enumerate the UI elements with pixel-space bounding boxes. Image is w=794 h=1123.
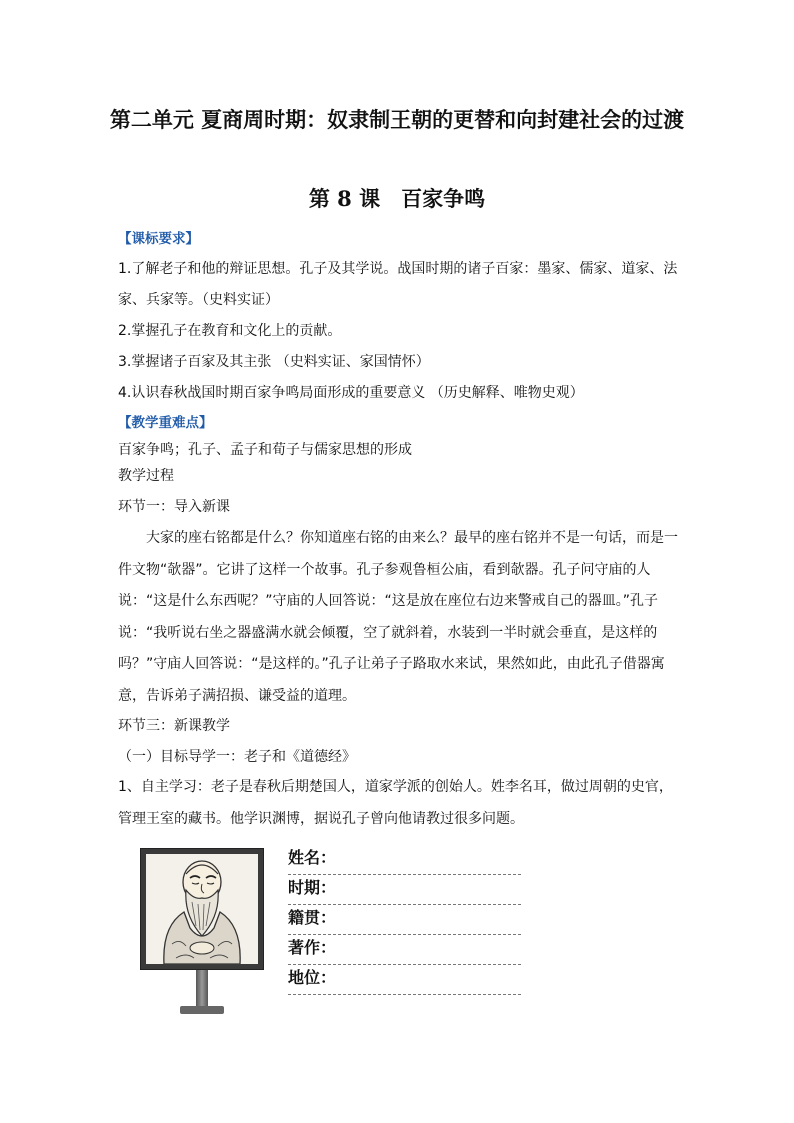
standard-item-1-line1: 1.了解老子和他的辩证思想。孔子及其学说。战国时期的诸子百家：墨家、儒家、道家、法 [118, 261, 678, 277]
portrait-frame [140, 848, 264, 970]
intro-paragraph: 大家的座右铭都是什么？你知道座右铭的由来么？最早的座右铭并不是一句话，而是一件文物“欹器”。它讲了这样一个故事。孔子参观鲁桓公庙，看到欹器。孔子问守庙的人说：“这是什么东西呢？”守庙的人回答说：“这是放在座位右边来警戒自己的器皿。”孔子说：“我听说右坐之器盛满水就会倾覆，空了就斜着，水装到一半时就会垂直，是这样的吗？”守庙人回答说：“是这样的。”孔子让弟子子路取水来试，果然如此，由此孔子借器寓意，告诉弟子满招损、谦受益的道理。 [118, 530, 678, 704]
unit-title: 第二单元 夏商周时期：奴隶制王朝的更替和向封建社会的过渡 [109, 107, 685, 132]
goal1-heading: （一）目标导学一：老子和《道德经》 [118, 749, 356, 765]
lesson-title: 第 8 课 百家争鸣 [308, 186, 486, 211]
standard-item-4: 4.认识春秋战国时期百家争鸣局面形成的重要意义 （历史解释、唯物史观） [118, 385, 584, 401]
standard-item-1-line2: 家、兵家等。（史料实证） [118, 292, 279, 308]
field-period: 时期： [288, 875, 521, 905]
field-name: 姓名： [288, 845, 521, 875]
standards-heading: 【课标要求】 [118, 231, 199, 247]
standard-item-3: 3.掌握诸子百家及其主张 （史料实证、家国情怀） [118, 354, 430, 370]
field-status: 地位： [288, 965, 521, 995]
field-birthplace: 籍贯： [288, 905, 521, 935]
step3-heading: 环节三：新课教学 [118, 718, 230, 734]
step1-heading: 环节一：导入新课 [118, 499, 230, 515]
frame-stand-base [180, 1006, 224, 1014]
frame-stand-post [196, 970, 208, 1010]
keypoints-heading: 【教学重难点】 [118, 415, 213, 431]
field-works: 著作： [288, 935, 521, 965]
keypoints-text: 百家争鸣；孔子、孟子和荀子与儒家思想的形成 [118, 442, 412, 458]
self-study-paragraph: 1、自主学习：老子是春秋后期楚国人，道家学派的创始人。姓李名耳，做过周朝的史官，管理王室的藏书。他学识渊博，据说孔子曾向他请教过很多问题。 [118, 779, 673, 827]
standard-item-2: 2.掌握孔子在教育和文化上的贡献。 [118, 323, 342, 339]
laozi-portrait-icon [146, 854, 258, 964]
teaching-process-label: 教学过程 [118, 468, 174, 484]
